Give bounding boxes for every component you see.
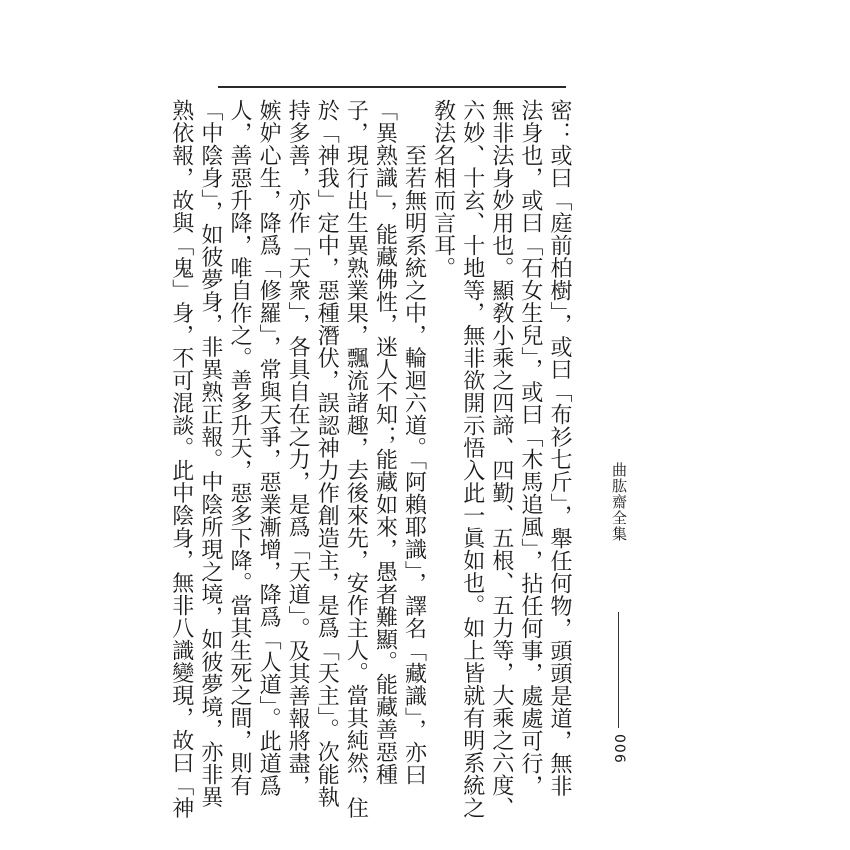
text-line: 「中陰身」，如彼夢身，非異熟正報。中陰所現之境，如彼夢境，亦非異 [197, 99, 223, 808]
text-line: 無非法身妙用也。顯敎小乘之四諦、四勤、五根、五力等，大乘之六度、 [488, 99, 514, 819]
text-line: 持多善，亦作「天衆」，各具自在之力，是爲「天道」。及其善報將盡， [285, 99, 311, 797]
text-line: 敎法名相而言耳。 [430, 99, 456, 279]
text-line: 於「神我」定中，惡種潛伏，誤認神力作創造主，是爲「天主」。次能執 [314, 99, 340, 808]
body-text [167, 99, 574, 819]
text-line: 「異熟識」，能藏佛性，迷人不知；能藏如來，愚者難顯。能藏善惡種 [372, 99, 398, 786]
top-rule [218, 86, 566, 88]
text-line: 熟依報，故與「鬼」身，不可混談。此中陰身，無非八識變現，故曰「神 [168, 99, 194, 819]
page-number: 006 [611, 734, 627, 764]
running-header-rule [618, 612, 619, 728]
text-line: 至若無明系統之中，輪迴六道。「阿賴耶識」，譯名「藏識」，亦曰 [401, 99, 427, 786]
running-header-title: 曲肱齋全集 [610, 462, 628, 542]
text-line: 密：或曰「庭前柏樹」，或曰「布衫七斤」，舉任何物，頭頭是道，無非 [547, 99, 572, 797]
text-line: 嫉妒心生，降爲「修羅」，常與天爭，惡業漸增，降爲「人道」。此道爲 [256, 99, 282, 797]
text-line: 六妙、十玄、十地等，無非欲開示悟入此一眞如也。如上皆就有明系統之 [459, 99, 485, 819]
text-line: 法身也，或曰「石女生兒」，或曰「木馬追風」，拈任何事，處處可行， [517, 99, 543, 797]
text-line: 人，善惡升降，唯自作之。善多升天，惡多下降。當其生死之間，則有 [226, 99, 252, 797]
text-line: 子，現行出生異熟業果，飄流諸趣，去後來先，安作主人。當其純然，住 [343, 99, 369, 819]
